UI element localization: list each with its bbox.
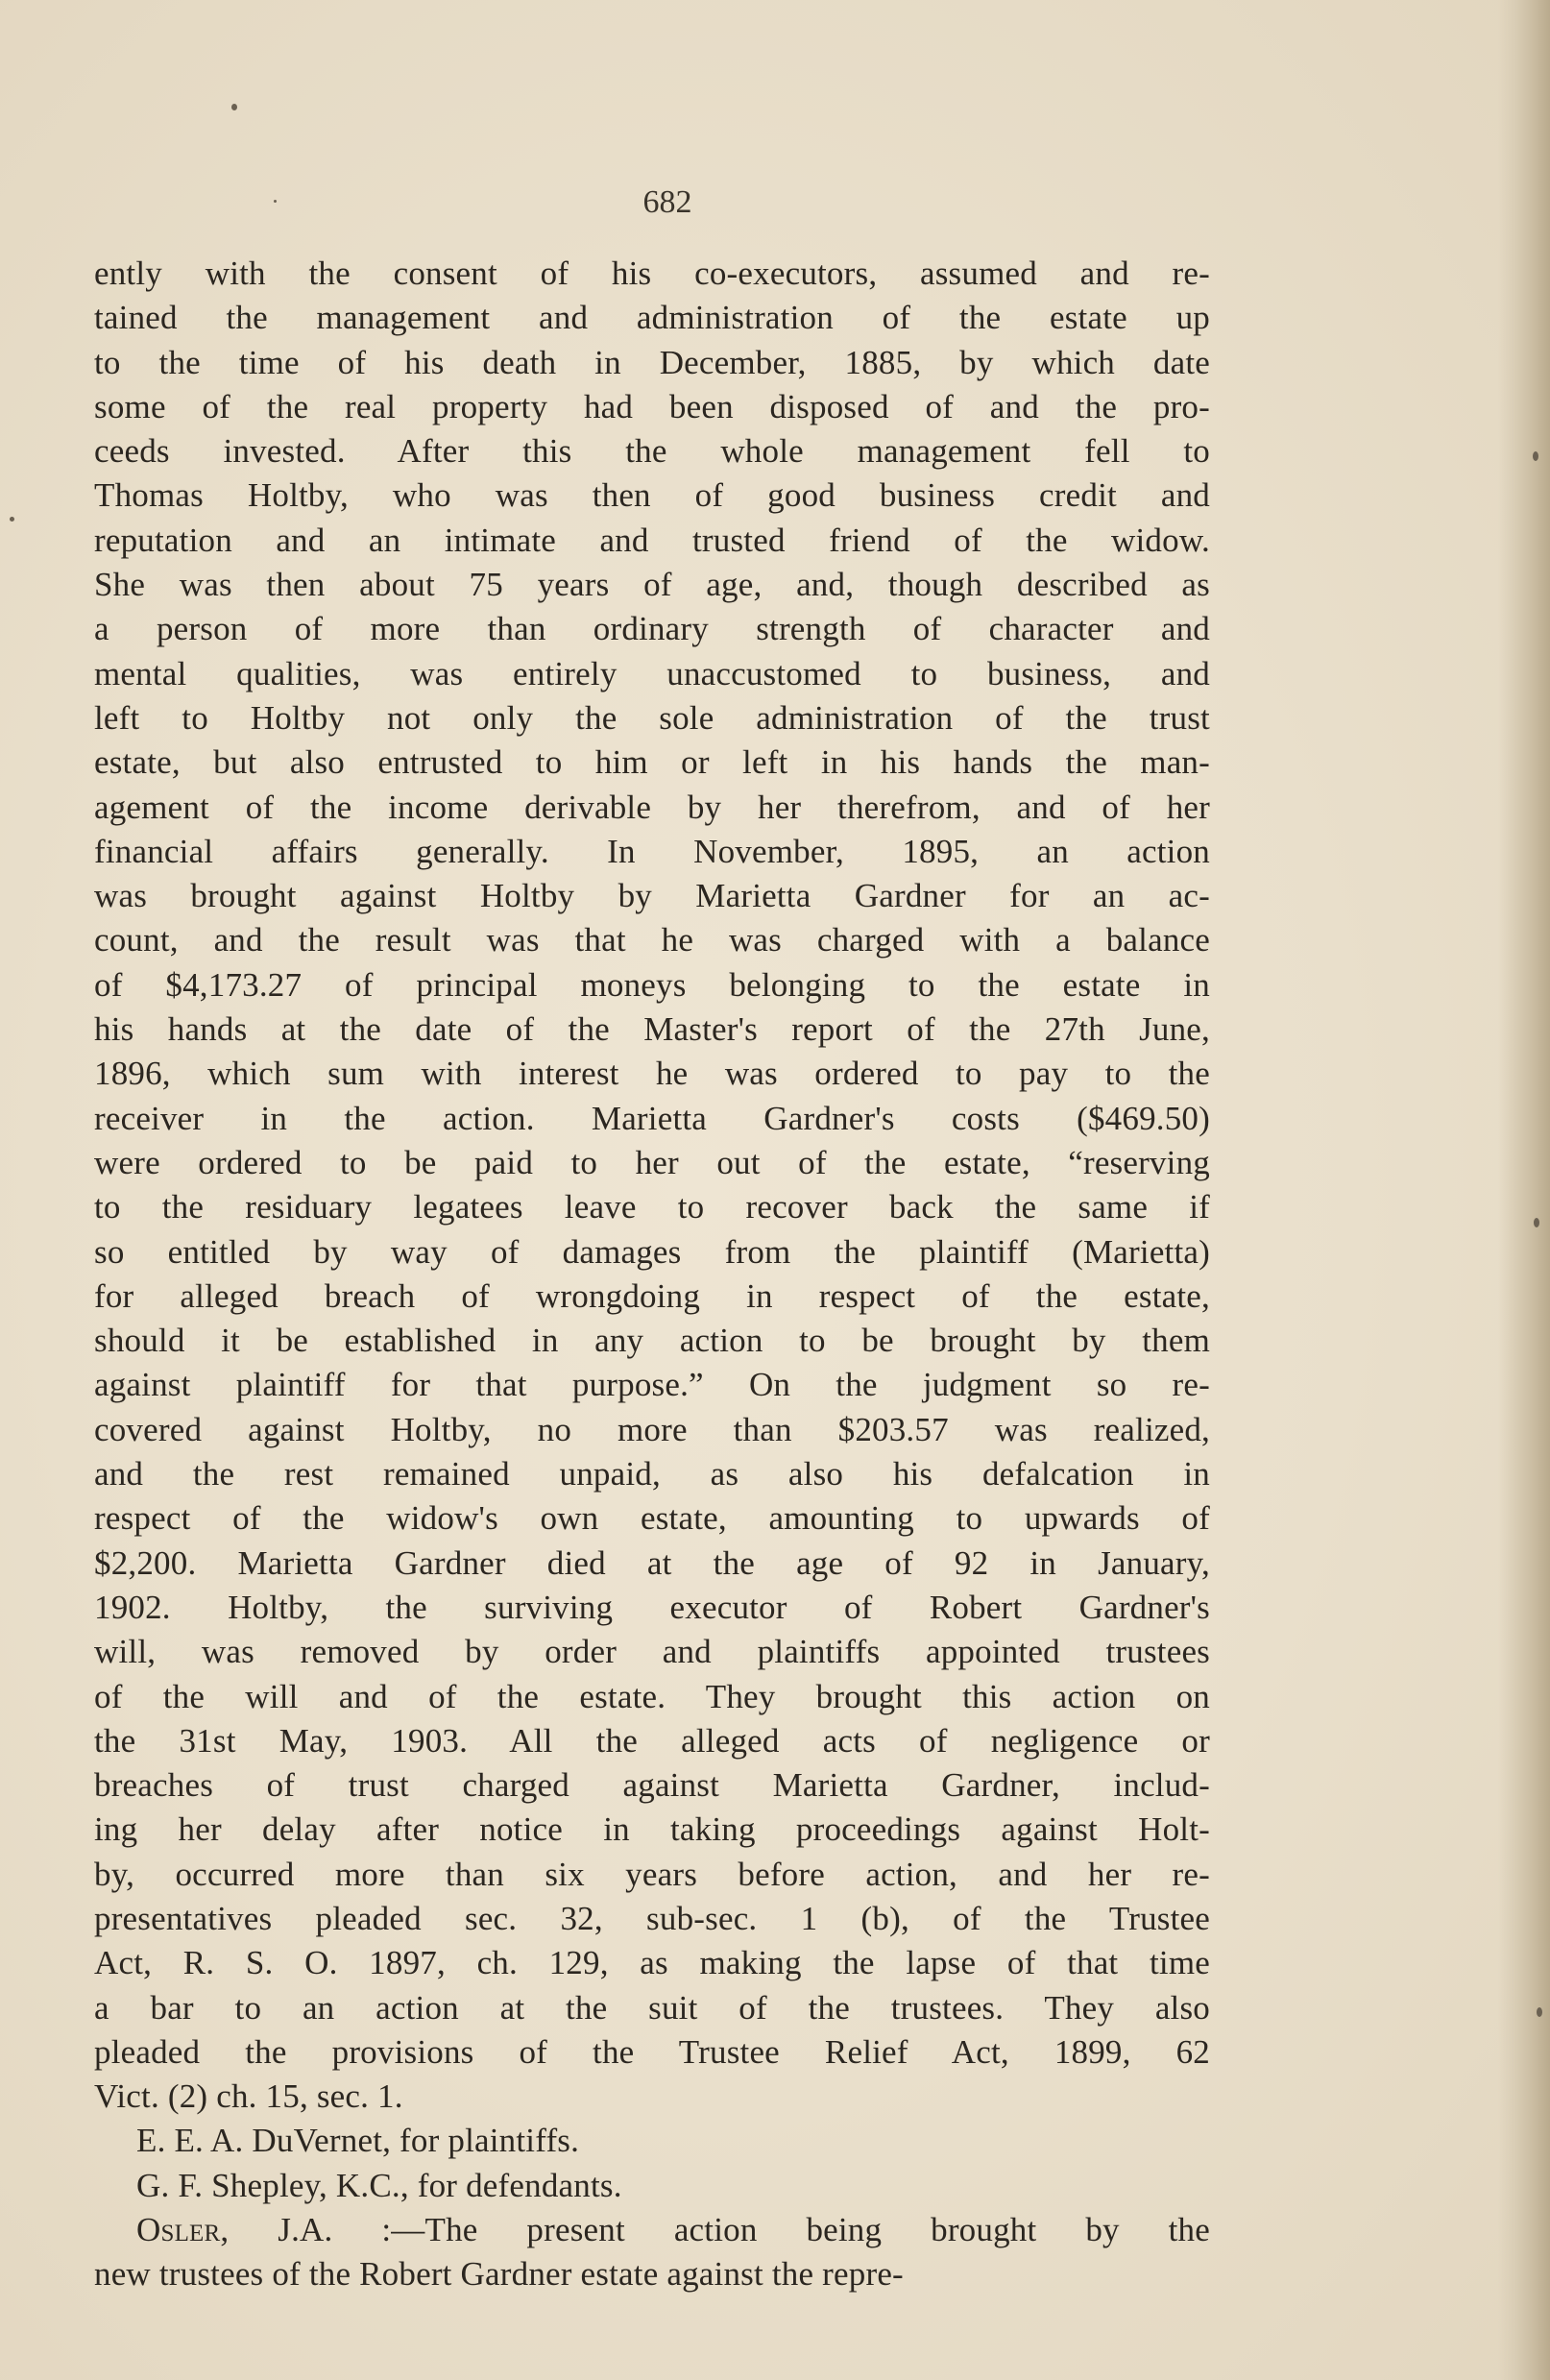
text-line: Act, R. S. O. 1897, ch. 129, as making the lapse of that time bbox=[94, 1944, 1210, 1982]
text-line: for alleged breach of wrongdoing in respect of the estate, bbox=[94, 1276, 1210, 1315]
text-line: mental qualities, was entirely unaccustomed to business, and bbox=[94, 654, 1210, 692]
text-line: $2,200. Marietta Gardner died at the age of 92 in January, bbox=[94, 1543, 1210, 1582]
text-line: of $4,173.27 of principal moneys belonging to the estate in bbox=[94, 965, 1210, 1004]
judgment-opening bbox=[94, 2208, 1210, 2252]
text-line: Vict. (2) ch. 15, sec. 1. bbox=[94, 2077, 403, 2116]
paper-speck bbox=[1537, 2007, 1542, 2017]
text-line: was brought against Holtby by Marietta Gardner for an ac- bbox=[94, 877, 1210, 915]
text-line: should it be established in any action to be brought by them bbox=[94, 1322, 1210, 1360]
text-line: and the rest remained unpaid, as also his defalcation in bbox=[94, 1455, 1210, 1494]
text-line: a person of more than ordinary strength of character and bbox=[94, 610, 1210, 648]
text-line: covered against Holtby, no more than $203.57 was realized, bbox=[94, 1410, 1210, 1448]
text-line: pleaded the provisions of the Trustee Relief Act, 1899, 62 bbox=[94, 2032, 1210, 2071]
text-line: ceeds invested. After this the whole management fell to bbox=[94, 432, 1210, 471]
text-line: of the will and of the estate. They brought this action on bbox=[94, 1677, 1210, 1715]
text-line: breaches of trust charged against Marietta Gardner, includ- bbox=[94, 1766, 1210, 1805]
text-line: left to Holtby not only the sole administration of the trust bbox=[94, 698, 1210, 737]
text-line: some of the real property had been disposed of and the pro- bbox=[94, 387, 1210, 425]
counsel-defendants: G. F. Shepley, K.C., for defendants. bbox=[136, 2166, 622, 2204]
text-line: ing her delay after notice in taking proceedings against Holt- bbox=[94, 1810, 1210, 1849]
text-line: Thomas Holtby, who was then of good business credit and bbox=[94, 476, 1210, 515]
text-line: new trustees of the Robert Gardner estate against the repre- bbox=[94, 2255, 904, 2294]
body-text bbox=[94, 252, 1210, 2297]
text-line: 1902. Holtby, the surviving executor of Robert Gardner's bbox=[94, 1588, 1210, 1626]
page-edge-shadow bbox=[1498, 0, 1550, 2380]
text-line: against plaintiff for that purpose.” On the judgment so re- bbox=[94, 1366, 1210, 1404]
text-line: to the time of his death in December, 1885, by which date bbox=[94, 343, 1210, 381]
text-line: reputation and an intimate and trusted friend of the widow. bbox=[94, 521, 1210, 559]
paper-speck bbox=[1533, 451, 1538, 461]
judge-name: Osler bbox=[136, 2211, 221, 2249]
text-line: so entitled by way of damages from the plaintiff (Marietta) bbox=[94, 1232, 1210, 1271]
text-line: his hands at the date of the Master's report of the 27th June, bbox=[94, 1010, 1210, 1049]
text-line: tained the management and administration of the estate up bbox=[94, 299, 1210, 337]
text-line: by, occurred more than six years before action, and her re- bbox=[94, 1855, 1210, 1893]
text-line: to the residuary legatees leave to recover back the same if bbox=[94, 1188, 1210, 1226]
text-line: respect of the widow's own estate, amounting to upwards of bbox=[94, 1499, 1210, 1538]
text-line: will, was removed by order and plaintiffs appointed trustees bbox=[94, 1633, 1210, 1671]
text-line: ently with the consent of his co-executors, assumed and re- bbox=[94, 255, 1210, 292]
paper-speck bbox=[10, 517, 14, 522]
text-line: She was then about 75 years of age, and, though described as bbox=[94, 566, 1210, 604]
counsel-plaintiffs: E. E. A. DuVernet, for plaintiffs. bbox=[136, 2122, 580, 2160]
text-line: a bar to an action at the suit of the trustees. They also bbox=[94, 1988, 1210, 2027]
paper-speck bbox=[1534, 1218, 1539, 1227]
text-line: count, and the result was that he was charged with a balance bbox=[94, 921, 1210, 959]
judgment-opening-text: , J.A. :—The present action being brought by the bbox=[220, 2211, 1210, 2249]
text-line: receiver in the action. Marietta Gardner's costs ($469.50) bbox=[94, 1099, 1210, 1137]
text-line: agement of the income derivable by her therefrom, and of her bbox=[94, 788, 1210, 826]
text-line: the 31st May, 1903. All the alleged acts of negligence or bbox=[94, 1721, 1210, 1760]
text-line: financial affairs generally. In November, 1895, an action bbox=[94, 832, 1210, 870]
text-line: presentatives pleaded sec. 32, sub-sec. 1 (b), of the Trustee bbox=[94, 1899, 1210, 1937]
paper-speck bbox=[231, 104, 237, 110]
text-line: were ordered to be paid to her out of the estate, “reserving bbox=[94, 1143, 1210, 1181]
text-line: 1896, which sum with interest he was ordered to pay to the bbox=[94, 1055, 1210, 1093]
text-line: estate, but also entrusted to him or left in his hands the man- bbox=[94, 743, 1210, 782]
page-number: 682 bbox=[642, 184, 692, 220]
